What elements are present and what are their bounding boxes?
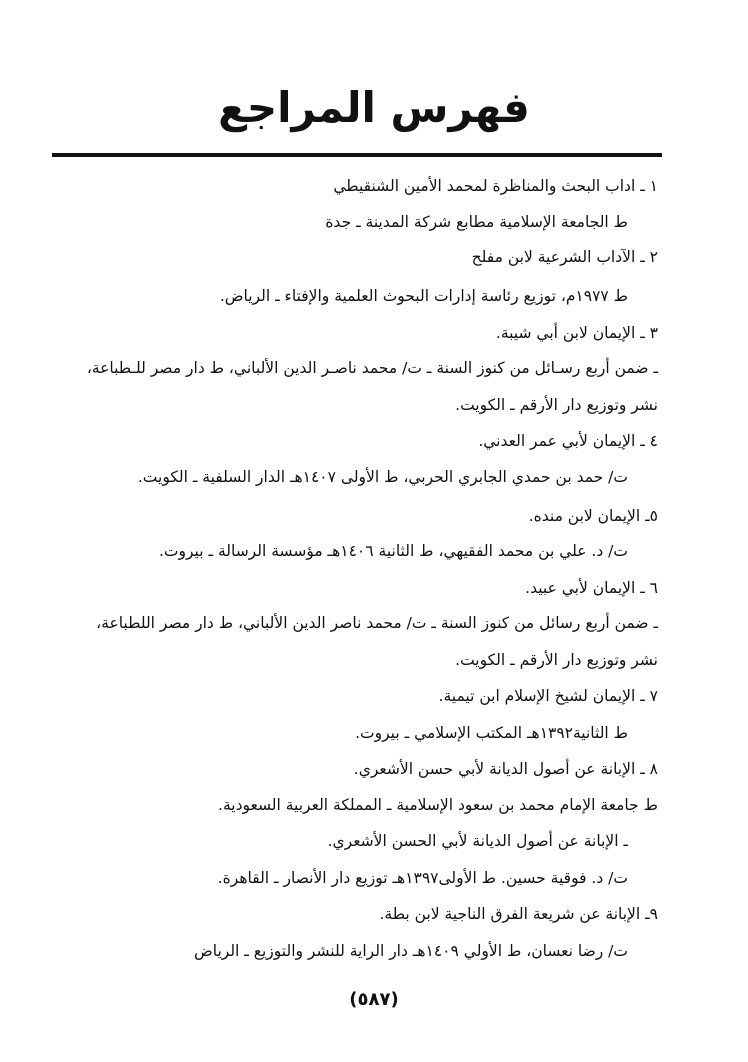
reference-entry-4: ٤ ـ الإيمان لأبي عمر العدني.: [478, 432, 658, 450]
reference-entry-5: ٥ـ الإيمان لابن منده.: [528, 507, 658, 525]
reference-detail-6b: نشر وتوزيع دار الأرقم ـ الكويت.: [455, 651, 658, 669]
reference-entry-2: ٢ ـ الآداب الشرعية لابن مفلح: [471, 248, 658, 266]
reference-detail-3b: نشر وتوزيع دار الأرقم ـ الكويت.: [455, 396, 658, 414]
reference-detail-1: ط الجامعة الإسلامية مطابع شركة المدينة ـ جدة: [325, 213, 628, 231]
reference-detail-8b: ـ الإبانة عن أصول الديانة لأبي الحسن الأشعري.: [327, 832, 628, 850]
reference-entry-1: ١ ـ اداب البحث والمناظرة لمحمد الأمين الشنقيطي: [333, 177, 658, 195]
reference-entry-8: ٨ ـ الإبانة عن أصول الديانة لأبي حسن الأشعري.: [353, 760, 658, 778]
reference-detail-7: ط الثانية١٣٩٢هـ المكتب الإسلامي ـ بيروت.: [355, 724, 628, 742]
reference-detail-8c: ت/ د. فوقية حسين. ط الأولى١٣٩٧هـ توزيع دار الأنصار ـ القاهرة.: [217, 869, 628, 887]
reference-detail-8a: ط جامعة الإمام محمد بن سعود الإسلامية ـ المملكة العربية السعودية.: [218, 796, 658, 814]
reference-entry-9: ٩ـ الإبانة عن شريعة الفرق الناجية لابن بطة.: [379, 905, 658, 923]
reference-entry-3: ٣ ـ الإيمان لابن أبي شيبة.: [495, 324, 658, 342]
reference-detail-2: ط ١٩٧٧م، توزيع رئاسة إدارات البحوث العلمية والإفتاء ـ الرياض.: [219, 287, 628, 305]
reference-detail-3a: ـ ضمن أربع رسـائل من كنوز السنة ـ ت/ محمد ناصـر الدين الألباني، ط دار مصر للـطباعة،: [86, 359, 658, 377]
reference-detail-4: ت/ حمد بن حمدي الجابري الحربي، ط الأولى ١٤٠٧هـ الدار السلفية ـ الكويت.: [137, 468, 628, 486]
reference-detail-6a: ـ ضمن أربع رسائل من كنوز السنة ـ ت/ محمد ناصر الدين الألباني، ط دار مصر اللطباعة،: [96, 614, 658, 632]
reference-detail-9: ت/ رضا نعسان، ط الأولي ١٤٠٩هـ دار الراية للنشر والتوزيع ـ الرياض: [193, 942, 628, 960]
reference-detail-5: ت/ د. علي بن محمد الفقيهي، ط الثانية ١٤٠٦هـ مؤسسة الرسالة ـ بيروت.: [159, 542, 628, 560]
reference-entry-7: ٧ ـ الإيمان لشيخ الإسلام ابن تيمية.: [438, 687, 658, 705]
page-title: فهرس المراجع: [218, 83, 530, 132]
title-divider: [52, 153, 662, 157]
page-number: (٥٨٧): [349, 989, 399, 1010]
reference-entry-6: ٦ ـ الإيمان لأبي عبيد.: [525, 579, 658, 597]
